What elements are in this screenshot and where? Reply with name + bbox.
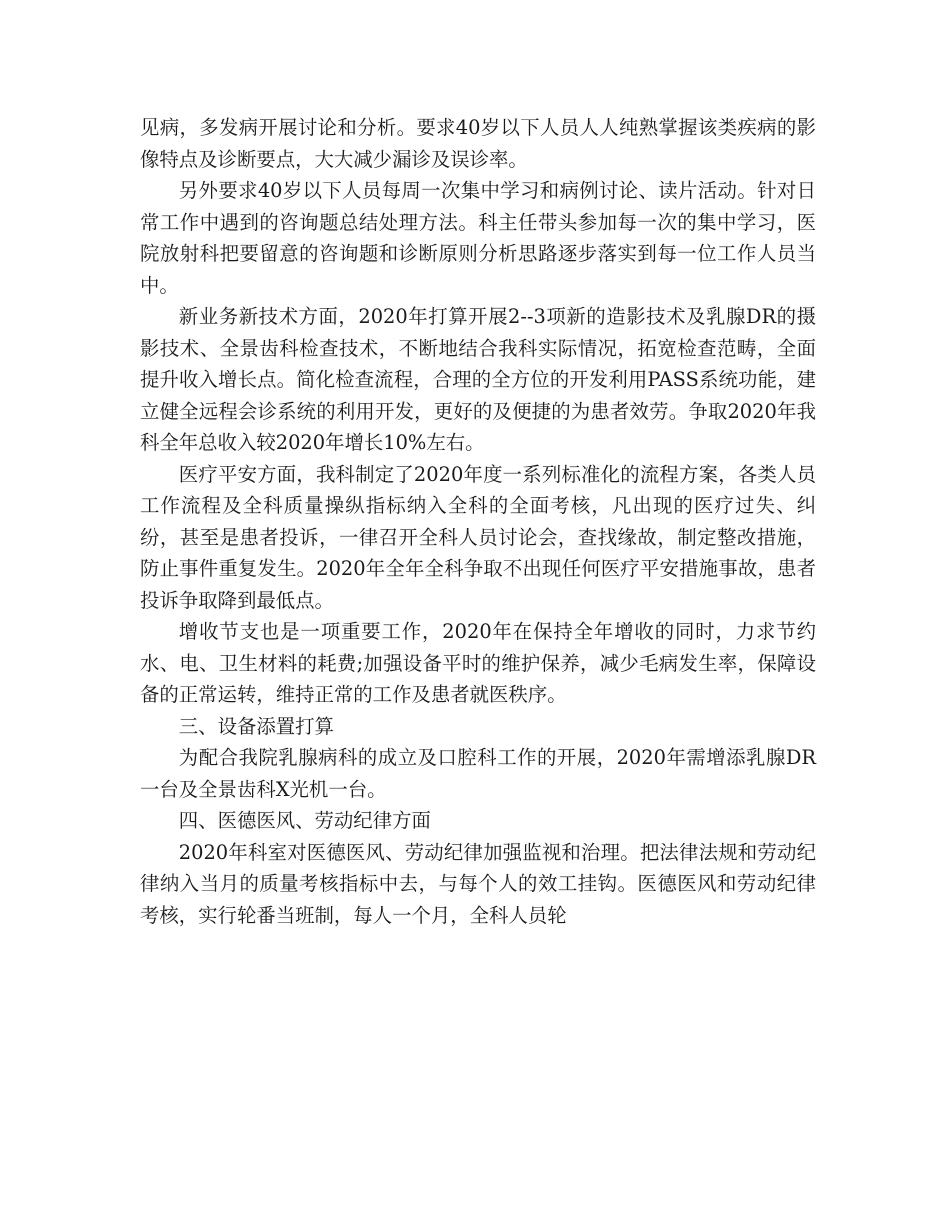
document-body (140, 112, 816, 931)
section-heading-ethics-discipline: 四、医德医风、劳动纪律方面 (178, 809, 431, 832)
paragraph-cost-saving: 增收节支也是一项重要工作，2020年在保持全年增收的同时，力求节约水、电、卫生材料的耗费;加强设备平时的维护保养，减少毛病发生率，保障设备的正常运转，维持正常的工作及患者就医秩序。 (140, 620, 816, 706)
paragraph-equipment-plan: 为配合我院乳腺病科的成立及口腔科工作的开展，2020年需增添乳腺DR一台及全景齿科X光机一台。 (140, 746, 816, 801)
paragraph-weekly-study: 另外要求40岁以下人员每周一次集中学习和病例讨论、读片活动。针对日常工作中遇到的咨询题总结处理方法。科主任带头参加每一次的集中学习，医院放射科把要留意的咨询题和诊断原则分析思路逐步落实到每一位工作人员当中。 (140, 179, 816, 297)
section-heading-equipment: 三、设备添置打算 (178, 714, 334, 738)
paragraph-new-technology: 新业务新技术方面，2020年打算开展2--3项新的造影技术及乳腺DR的摄影技术、全景齿科检查技术，不断地结合我科实际情况，拓宽检查范畴，全面提升收入增长点。简化检查流程，合理的全方位的开发利用PASS系统功能，建立健全远程会诊系统的利用开发，更好的及便捷的为患者效劳。争取2020年我科全年总收入较2020年增长10%左右。 (140, 305, 816, 454)
paragraph-medical-safety: 医疗平安方面，我科制定了2020年度一系列标准化的流程方案，各类人员工作流程及全科质量操纵指标纳入全科的全面考核，凡出现的医疗过失、纠纷，甚至是患者投诉，一律召开全科人员讨论会，查找缘故，制定整改措施，防止事件重复发生。2020年全年全科争取不出现任何医疗平安措施事故，患者投诉争取降到最低点。 (140, 462, 816, 612)
paragraph-ethics-discipline: 2020年科室对医德医风、劳动纪律加强监视和治理。把法律法规和劳动纪律纳入当月的质量考核指标中去，与每个人的效工挂钩。医德医风和劳动纪律考核，实行轮番当班制，每人一个月，全科人员轮 (140, 840, 816, 927)
paragraph-case-discussion: 见病，多发病开展讨论和分析。要求40岁以下人员人人纯熟掌握该类疾病的影像特点及诊断要点，大大减少漏诊及误诊率。 (140, 116, 816, 171)
